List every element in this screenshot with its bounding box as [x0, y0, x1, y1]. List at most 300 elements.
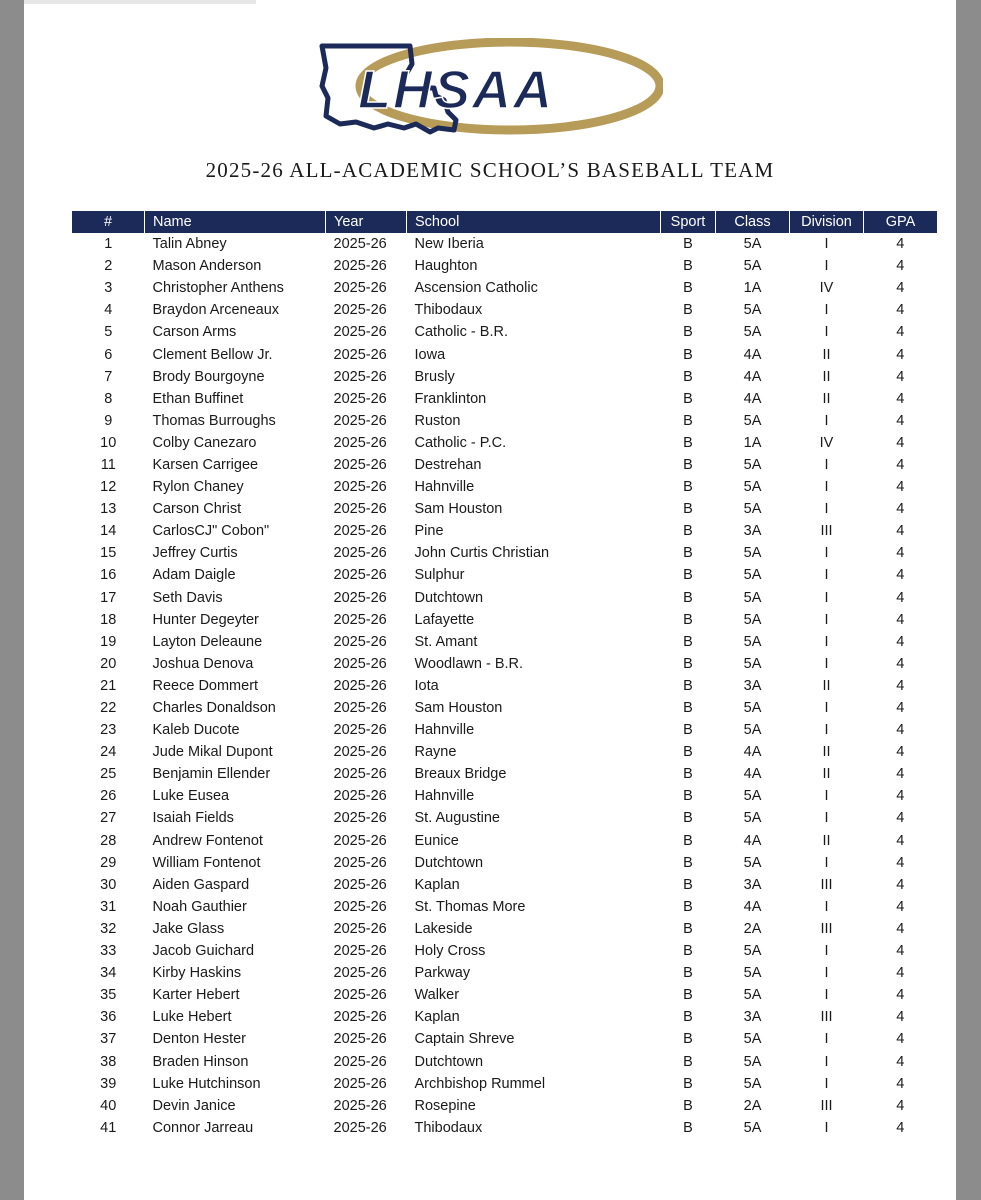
column-header-school: School [407, 211, 661, 233]
gpa-cell: 4 [896, 390, 905, 407]
school-cell: Sam Houston [414, 700, 503, 717]
school-cell: Haughton [414, 258, 478, 275]
gpa-cell: 4 [896, 876, 905, 893]
sport-cell: B [683, 1075, 693, 1092]
row-number-cell: 24 [100, 744, 117, 761]
division-cell: I [824, 788, 829, 805]
gpa-cell: 4 [896, 1009, 905, 1026]
division-cell: I [824, 567, 829, 584]
school-cell: Dutchtown [414, 1053, 484, 1070]
year-cell: 2025-26 [333, 346, 387, 363]
class-cell: 5A [743, 722, 762, 739]
gpa-cell: 4 [896, 258, 905, 275]
table-row [72, 874, 937, 896]
school-cell: St. Thomas More [414, 898, 526, 915]
sport-cell: B [683, 766, 693, 783]
division-cell: III [820, 920, 833, 937]
column-header-gpa: GPA [864, 211, 938, 233]
division-cell: I [824, 479, 829, 496]
gpa-cell: 4 [896, 854, 905, 871]
gpa-cell: 4 [896, 1031, 905, 1048]
row-number-cell: 34 [100, 965, 117, 982]
year-cell: 2025-26 [333, 1119, 387, 1136]
gpa-cell: 4 [896, 700, 905, 717]
row-number-cell: 8 [104, 390, 113, 407]
sport-cell: B [683, 943, 693, 960]
division-cell: I [824, 302, 829, 319]
class-cell: 5A [743, 236, 762, 253]
division-cell: I [824, 655, 829, 672]
player-name-cell: Hunter Degeyter [152, 611, 259, 628]
gpa-cell: 4 [896, 567, 905, 584]
class-cell: 4A [743, 744, 762, 761]
division-cell: I [824, 236, 829, 253]
player-name-cell: Connor Jarreau [152, 1119, 254, 1136]
gpa-cell: 4 [896, 456, 905, 473]
year-cell: 2025-26 [333, 854, 387, 871]
table-row [72, 299, 937, 321]
row-number-cell: 14 [100, 523, 117, 540]
year-cell: 2025-26 [333, 434, 387, 451]
division-cell: I [824, 854, 829, 871]
class-cell: 4A [743, 832, 762, 849]
table-row [72, 896, 937, 918]
sport-cell: B [683, 501, 693, 518]
division-cell: I [824, 611, 829, 628]
column-header-division: Division [790, 211, 864, 233]
row-number-cell: 15 [100, 545, 117, 562]
year-cell: 2025-26 [333, 589, 387, 606]
gpa-cell: 4 [896, 368, 905, 385]
row-number-cell: 2 [104, 258, 113, 275]
class-cell: 5A [743, 302, 762, 319]
player-name-cell: Braydon Arceneaux [152, 302, 280, 319]
division-cell: III [820, 1097, 833, 1114]
player-name-cell: Luke Hutchinson [152, 1075, 261, 1092]
table-row [72, 277, 937, 299]
division-cell: III [820, 1009, 833, 1026]
row-number-cell: 3 [104, 280, 113, 297]
year-cell: 2025-26 [333, 1031, 387, 1048]
table-row [72, 542, 937, 564]
division-cell: I [824, 545, 829, 562]
gpa-cell: 4 [896, 611, 905, 628]
sport-cell: B [683, 788, 693, 805]
class-cell: 1A [743, 280, 762, 297]
class-cell: 3A [743, 1009, 762, 1026]
year-cell: 2025-26 [333, 611, 387, 628]
row-number-cell: 13 [100, 501, 117, 518]
sport-cell: B [683, 258, 693, 275]
year-cell: 2025-26 [333, 302, 387, 319]
division-cell: II [822, 346, 831, 363]
player-name-cell: Andrew Fontenot [152, 832, 263, 849]
class-cell: 4A [743, 346, 762, 363]
division-cell: I [824, 1075, 829, 1092]
sport-cell: B [683, 1031, 693, 1048]
school-cell: Parkway [414, 965, 471, 982]
school-cell: John Curtis Christian [414, 545, 550, 562]
gpa-cell: 4 [896, 788, 905, 805]
division-cell: III [820, 876, 833, 893]
sport-cell: B [683, 965, 693, 982]
year-cell: 2025-26 [333, 567, 387, 584]
class-cell: 5A [743, 965, 762, 982]
row-number-cell: 30 [100, 876, 117, 893]
school-cell: Kaplan [414, 1009, 460, 1026]
sport-cell: B [683, 655, 693, 672]
sport-cell: B [683, 832, 693, 849]
sport-cell: B [683, 633, 693, 650]
school-cell: Thibodaux [414, 1119, 483, 1136]
player-name-cell: Charles Donaldson [152, 700, 276, 717]
row-number-cell: 40 [100, 1097, 117, 1114]
year-cell: 2025-26 [333, 677, 387, 694]
division-cell: I [824, 943, 829, 960]
table-row [72, 1006, 937, 1028]
year-cell: 2025-26 [333, 810, 387, 827]
player-name-cell: Braden Hinson [152, 1053, 249, 1070]
gpa-cell: 4 [896, 280, 905, 297]
row-number-cell: 6 [104, 346, 113, 363]
year-cell: 2025-26 [333, 722, 387, 739]
row-number-cell: 22 [100, 700, 117, 717]
player-name-cell: Aiden Gaspard [152, 876, 250, 893]
year-cell: 2025-26 [333, 898, 387, 915]
year-cell: 2025-26 [333, 456, 387, 473]
year-cell: 2025-26 [333, 545, 387, 562]
class-cell: 5A [743, 567, 762, 584]
year-cell: 2025-26 [333, 766, 387, 783]
row-number-cell: 32 [100, 920, 117, 937]
gpa-cell: 4 [896, 677, 905, 694]
row-number-cell: 19 [100, 633, 117, 650]
school-cell: Destrehan [414, 456, 482, 473]
sport-cell: B [683, 854, 693, 871]
year-cell: 2025-26 [333, 1097, 387, 1114]
table-row [72, 520, 937, 542]
roster-table [72, 211, 937, 1139]
school-cell: Ascension Catholic [414, 280, 538, 297]
top-strip [24, 0, 256, 4]
sport-cell: B [683, 368, 693, 385]
school-cell: Archbishop Rummel [414, 1075, 546, 1092]
row-number-cell: 26 [100, 788, 117, 805]
player-name-cell: Kirby Haskins [152, 965, 242, 982]
player-name-cell: Isaiah Fields [152, 810, 234, 827]
sport-cell: B [683, 567, 693, 584]
gpa-cell: 4 [896, 766, 905, 783]
division-cell: II [822, 368, 831, 385]
player-name-cell: Noah Gauthier [152, 898, 247, 915]
school-cell: Lakeside [414, 920, 473, 937]
table-row [72, 807, 937, 829]
division-cell: I [824, 1031, 829, 1048]
player-name-cell: Jake Glass [152, 920, 225, 937]
school-cell: Breaux Bridge [414, 766, 507, 783]
player-name-cell: William Fontenot [152, 854, 261, 871]
table-row [72, 1028, 937, 1050]
class-cell: 5A [743, 545, 762, 562]
school-cell: Woodlawn - B.R. [414, 655, 524, 672]
class-cell: 3A [743, 876, 762, 893]
row-number-cell: 5 [104, 324, 113, 341]
class-cell: 5A [743, 987, 762, 1004]
class-cell: 5A [743, 788, 762, 805]
player-name-cell: Jeffrey Curtis [152, 545, 238, 562]
logo-wordmark: LHSAA [358, 60, 554, 120]
gpa-cell: 4 [896, 1075, 905, 1092]
year-cell: 2025-26 [333, 744, 387, 761]
row-number-cell: 41 [100, 1119, 117, 1136]
year-cell: 2025-26 [333, 920, 387, 937]
division-cell: I [824, 987, 829, 1004]
player-name-cell: Reece Dommert [152, 677, 259, 694]
year-cell: 2025-26 [333, 390, 387, 407]
year-cell: 2025-26 [333, 987, 387, 1004]
year-cell: 2025-26 [333, 412, 387, 429]
row-number-cell: 4 [104, 302, 113, 319]
table-row [72, 233, 937, 255]
sport-cell: B [683, 236, 693, 253]
class-cell: 5A [743, 943, 762, 960]
class-cell: 5A [743, 655, 762, 672]
row-number-cell: 12 [100, 479, 117, 496]
table-row [72, 1095, 937, 1117]
year-cell: 2025-26 [333, 368, 387, 385]
school-cell: Captain Shreve [414, 1031, 515, 1048]
table-row [72, 410, 937, 432]
sport-cell: B [683, 876, 693, 893]
table-row [72, 366, 937, 388]
row-number-cell: 27 [100, 810, 117, 827]
division-cell: I [824, 898, 829, 915]
row-number-cell: 36 [100, 1009, 117, 1026]
row-number-cell: 1 [104, 236, 113, 253]
row-number-cell: 25 [100, 766, 117, 783]
school-cell: New Iberia [414, 236, 484, 253]
table-row [72, 675, 937, 697]
class-cell: 2A [743, 1097, 762, 1114]
table-body [72, 233, 937, 1139]
gpa-cell: 4 [896, 987, 905, 1004]
division-cell: I [824, 1119, 829, 1136]
table-row [72, 1050, 937, 1072]
school-cell: Ruston [414, 412, 461, 429]
gpa-cell: 4 [896, 589, 905, 606]
sport-cell: B [683, 302, 693, 319]
row-number-cell: 39 [100, 1075, 117, 1092]
document-page [24, 0, 956, 1200]
table-row [72, 498, 937, 520]
player-name-cell: Luke Hebert [152, 1009, 232, 1026]
table-row [72, 697, 937, 719]
column-header-year: Year [326, 211, 407, 233]
year-cell: 2025-26 [333, 1075, 387, 1092]
class-cell: 5A [743, 611, 762, 628]
class-cell: 4A [743, 898, 762, 915]
sport-cell: B [683, 346, 693, 363]
table-header [72, 211, 937, 233]
gpa-cell: 4 [896, 346, 905, 363]
class-cell: 5A [743, 1119, 762, 1136]
player-name-cell: Kaleb Ducote [152, 722, 240, 739]
division-cell: II [822, 744, 831, 761]
gpa-cell: 4 [896, 655, 905, 672]
sport-cell: B [683, 1097, 693, 1114]
class-cell: 5A [743, 810, 762, 827]
division-cell: I [824, 1053, 829, 1070]
school-cell: Iota [414, 677, 439, 694]
row-number-cell: 17 [100, 589, 117, 606]
sport-cell: B [683, 324, 693, 341]
column-header-class: Class [716, 211, 790, 233]
class-cell: 5A [743, 633, 762, 650]
player-name-cell: Benjamin Ellender [152, 766, 271, 783]
table-row [72, 984, 937, 1006]
sport-cell: B [683, 744, 693, 761]
player-name-cell: Layton Deleaune [152, 633, 263, 650]
division-cell: I [824, 965, 829, 982]
gpa-cell: 4 [896, 324, 905, 341]
division-cell: I [824, 633, 829, 650]
division-cell: I [824, 324, 829, 341]
division-cell: II [822, 832, 831, 849]
gpa-cell: 4 [896, 545, 905, 562]
year-cell: 2025-26 [333, 501, 387, 518]
gpa-cell: 4 [896, 744, 905, 761]
sport-cell: B [683, 456, 693, 473]
class-cell: 5A [743, 456, 762, 473]
year-cell: 2025-26 [333, 1053, 387, 1070]
year-cell: 2025-26 [333, 258, 387, 275]
school-cell: Holy Cross [414, 943, 486, 960]
table-row [72, 1117, 937, 1139]
player-name-cell: Jacob Guichard [152, 943, 255, 960]
gpa-cell: 4 [896, 943, 905, 960]
school-cell: Sulphur [414, 567, 465, 584]
year-cell: 2025-26 [333, 832, 387, 849]
player-name-cell: Thomas Burroughs [152, 412, 276, 429]
sport-cell: B [683, 898, 693, 915]
player-name-cell: Adam Daigle [152, 567, 236, 584]
column-header-sport: Sport [661, 211, 716, 233]
sport-cell: B [683, 280, 693, 297]
gpa-cell: 4 [896, 434, 905, 451]
player-name-cell: Seth Davis [152, 589, 223, 606]
division-cell: IV [819, 434, 834, 451]
sport-cell: B [683, 987, 693, 1004]
gpa-cell: 4 [896, 1119, 905, 1136]
player-name-cell: Carson Christ [152, 501, 242, 518]
sport-cell: B [683, 412, 693, 429]
gpa-cell: 4 [896, 302, 905, 319]
school-cell: Lafayette [414, 611, 475, 628]
school-cell: Hahnville [414, 479, 475, 496]
table-row [72, 343, 937, 365]
row-number-cell: 28 [100, 832, 117, 849]
year-cell: 2025-26 [333, 236, 387, 253]
school-cell: Eunice [414, 832, 459, 849]
table-row [72, 476, 937, 498]
gpa-cell: 4 [896, 412, 905, 429]
school-cell: Rayne [414, 744, 457, 761]
player-name-cell: Jude Mikal Dupont [152, 744, 273, 761]
class-cell: 5A [743, 700, 762, 717]
sport-cell: B [683, 390, 693, 407]
class-cell: 2A [743, 920, 762, 937]
row-number-cell: 29 [100, 854, 117, 871]
row-number-cell: 9 [104, 412, 113, 429]
player-name-cell: Mason Anderson [152, 258, 262, 275]
class-cell: 5A [743, 1053, 762, 1070]
class-cell: 5A [743, 1031, 762, 1048]
division-cell: I [824, 456, 829, 473]
division-cell: IV [819, 280, 834, 297]
sport-cell: B [683, 479, 693, 496]
division-cell: II [822, 677, 831, 694]
year-cell: 2025-26 [333, 876, 387, 893]
year-cell: 2025-26 [333, 324, 387, 341]
class-cell: 5A [743, 589, 762, 606]
gpa-cell: 4 [896, 810, 905, 827]
year-cell: 2025-26 [333, 965, 387, 982]
table-row [72, 785, 937, 807]
gpa-cell: 4 [896, 965, 905, 982]
school-cell: Franklinton [414, 390, 487, 407]
row-number-cell: 20 [100, 655, 117, 672]
year-cell: 2025-26 [333, 633, 387, 650]
division-cell: I [824, 412, 829, 429]
gpa-cell: 4 [896, 1053, 905, 1070]
school-cell: Kaplan [414, 876, 460, 893]
row-number-cell: 10 [100, 434, 117, 451]
school-cell: Catholic - P.C. [414, 434, 507, 451]
class-cell: 4A [743, 390, 762, 407]
school-cell: Dutchtown [414, 854, 484, 871]
year-cell: 2025-26 [333, 700, 387, 717]
sport-cell: B [683, 523, 693, 540]
class-cell: 5A [743, 854, 762, 871]
class-cell: 4A [743, 368, 762, 385]
row-number-cell: 31 [100, 898, 117, 915]
class-cell: 5A [743, 412, 762, 429]
player-name-cell: Denton Hester [152, 1031, 246, 1048]
sport-cell: B [683, 434, 693, 451]
table-row [72, 741, 937, 763]
table-row [72, 763, 937, 785]
table-row [72, 852, 937, 874]
school-cell: Brusly [414, 368, 455, 385]
row-number-cell: 18 [100, 611, 117, 628]
table-row [72, 962, 937, 984]
school-cell: Catholic - B.R. [414, 324, 508, 341]
row-number-cell: 23 [100, 722, 117, 739]
year-cell: 2025-26 [333, 943, 387, 960]
class-cell: 3A [743, 523, 762, 540]
player-name-cell: Luke Eusea [152, 788, 230, 805]
table-row [72, 1073, 937, 1095]
row-number-cell: 37 [100, 1031, 117, 1048]
table-row [72, 918, 937, 940]
gpa-cell: 4 [896, 523, 905, 540]
school-cell: Rosepine [414, 1097, 476, 1114]
player-name-cell: Karsen Carrigee [152, 456, 259, 473]
school-cell: Dutchtown [414, 589, 484, 606]
class-cell: 4A [743, 766, 762, 783]
sport-cell: B [683, 1009, 693, 1026]
class-cell: 3A [743, 677, 762, 694]
